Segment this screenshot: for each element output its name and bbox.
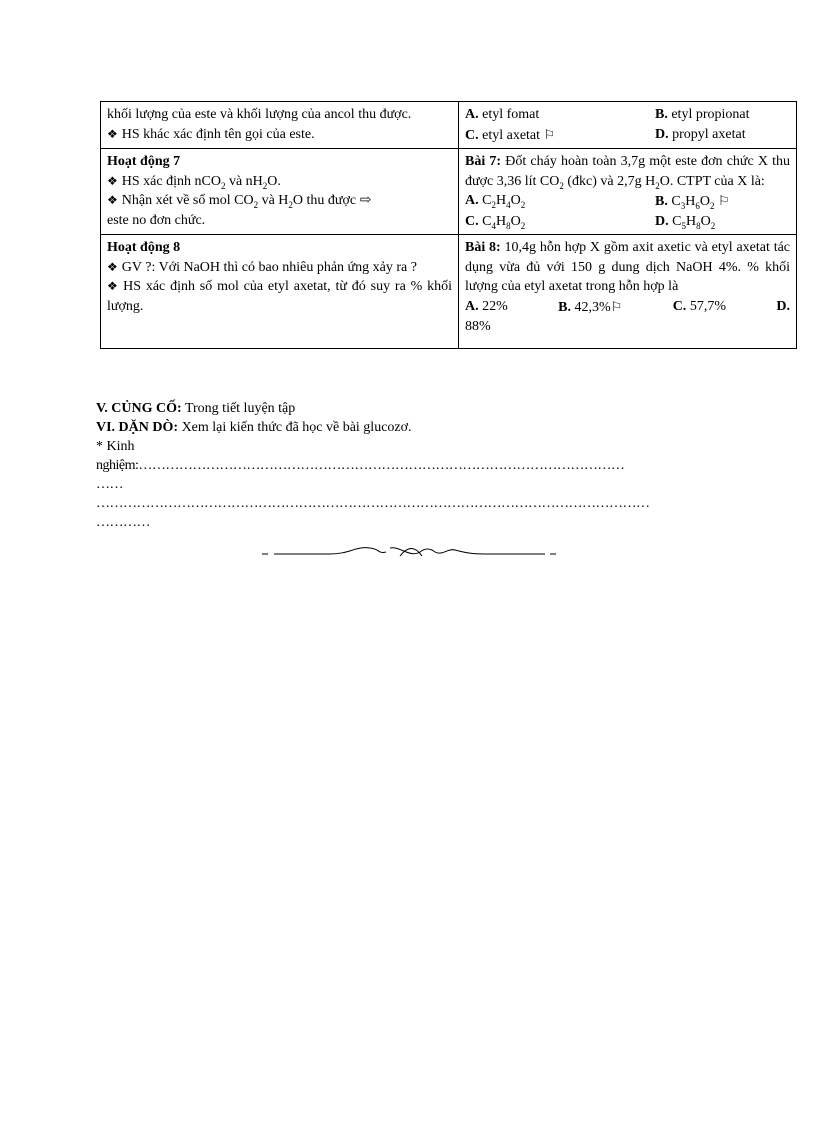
- activity-bullet: ❖ GV ?: Với NaOH thì có bao nhiêu phản ứng xảy ra ?: [107, 258, 452, 278]
- closing-sections: [96, 399, 736, 532]
- bullet-icon: [107, 193, 122, 208]
- answer-options: [465, 297, 790, 337]
- option-d: D. $C_5H_8O_2$: [655, 213, 716, 231]
- bullet-icon: [107, 279, 123, 294]
- flag-icon: ⚐: [610, 298, 623, 314]
- table-row: [101, 149, 797, 235]
- activity-bullet: ❖ Nhận xét về số mol $CO_2$ và $H_2O$ thu được ⇨: [107, 191, 452, 211]
- option-c: C. etyl axetat ⚐: [465, 126, 556, 143]
- option-a: A. $C_2H_4O_2$: [465, 193, 526, 210]
- option-b: B. 42,3%⚐: [558, 298, 623, 315]
- answer-options: [465, 191, 790, 231]
- option-a: A. etyl fomat: [465, 107, 540, 122]
- arrow-icon: ⇨: [359, 193, 372, 208]
- answer-options: [465, 105, 790, 145]
- activity-cell: [101, 235, 459, 349]
- flag-icon: ⚐: [717, 193, 730, 208]
- bullet-icon: [107, 260, 122, 275]
- option-d: D. propyl axetat: [655, 126, 746, 142]
- option-c: C. $C_4H_8O_2$: [465, 213, 526, 231]
- activity-bullet: ❖ HS xác định số mol của etyl axetat, từ đó suy ra % khối lượng.: [107, 277, 452, 316]
- option-b: B. $C_3H_6O_2$ ⚐: [655, 193, 730, 211]
- activity-text: khối lượng của este và khối lượng của ancol thu được.: [107, 107, 412, 122]
- ornament-divider-icon: [260, 540, 560, 562]
- activity-cell: [101, 149, 459, 235]
- dotted-line: ……: [96, 477, 123, 492]
- bullet-icon: [107, 127, 122, 142]
- exercise-cell: [459, 149, 797, 235]
- exercise-cell: [459, 235, 797, 349]
- option-a: A. 22%: [465, 298, 508, 314]
- option-c: C. 57,7%: [672, 298, 726, 314]
- activity-cell: [101, 102, 459, 149]
- kinh-nghiem-line: nghiệm:………………………………………………………………………………………………: [96, 458, 625, 473]
- activity-bullet: ❖ HS khác xác định tên gọi của este.: [107, 125, 452, 145]
- dotted-line: ……………………………………………………………………………………………………………: [96, 496, 650, 511]
- exercise-question: Bài 8: 10,4g hỗn hợp X gồm axit axetic và etyl axetat tác dụng vừa đủ với 150 g dung dịch NaOH 4%. % khối lượng của etyl axetat trong hỗn hợp là: [465, 240, 791, 294]
- activity-bullet: ❖ HS xác định nCO$_2$ và $nH_2O$.: [107, 172, 452, 192]
- activity-text: este no đơn chức.: [107, 212, 206, 228]
- table-row: [101, 235, 797, 349]
- option-d-value: 88%: [465, 319, 491, 334]
- cung-co-line: V. CỦNG CỐ: Trong tiết luyện tập: [96, 401, 296, 416]
- kinh-label: * Kinh: [96, 439, 135, 454]
- exercise-cell: [459, 102, 797, 149]
- lesson-table: [100, 101, 797, 349]
- table-row: [101, 102, 797, 149]
- flag-icon: ⚐: [543, 126, 556, 142]
- activity-heading: Hoạt động 8: [107, 240, 181, 255]
- activity-heading: Hoạt động 7: [107, 154, 181, 169]
- option-b: B. etyl propionat: [655, 107, 750, 122]
- dotted-line: …………: [96, 515, 150, 530]
- bullet-icon: [107, 174, 122, 189]
- dan-do-line: VI. DẶN DÒ: Xem lại kiến thức đã học về bài glucozơ.: [96, 420, 412, 435]
- exercise-question: Bài 7: Đốt cháy hoàn toàn 3,7g một este đơn chức X thu được 3,36 lít $CO_2$ (đkc) và 2,7g $H_2O$. CTPT của X là:: [465, 154, 791, 191]
- option-d: D.: [776, 298, 790, 314]
